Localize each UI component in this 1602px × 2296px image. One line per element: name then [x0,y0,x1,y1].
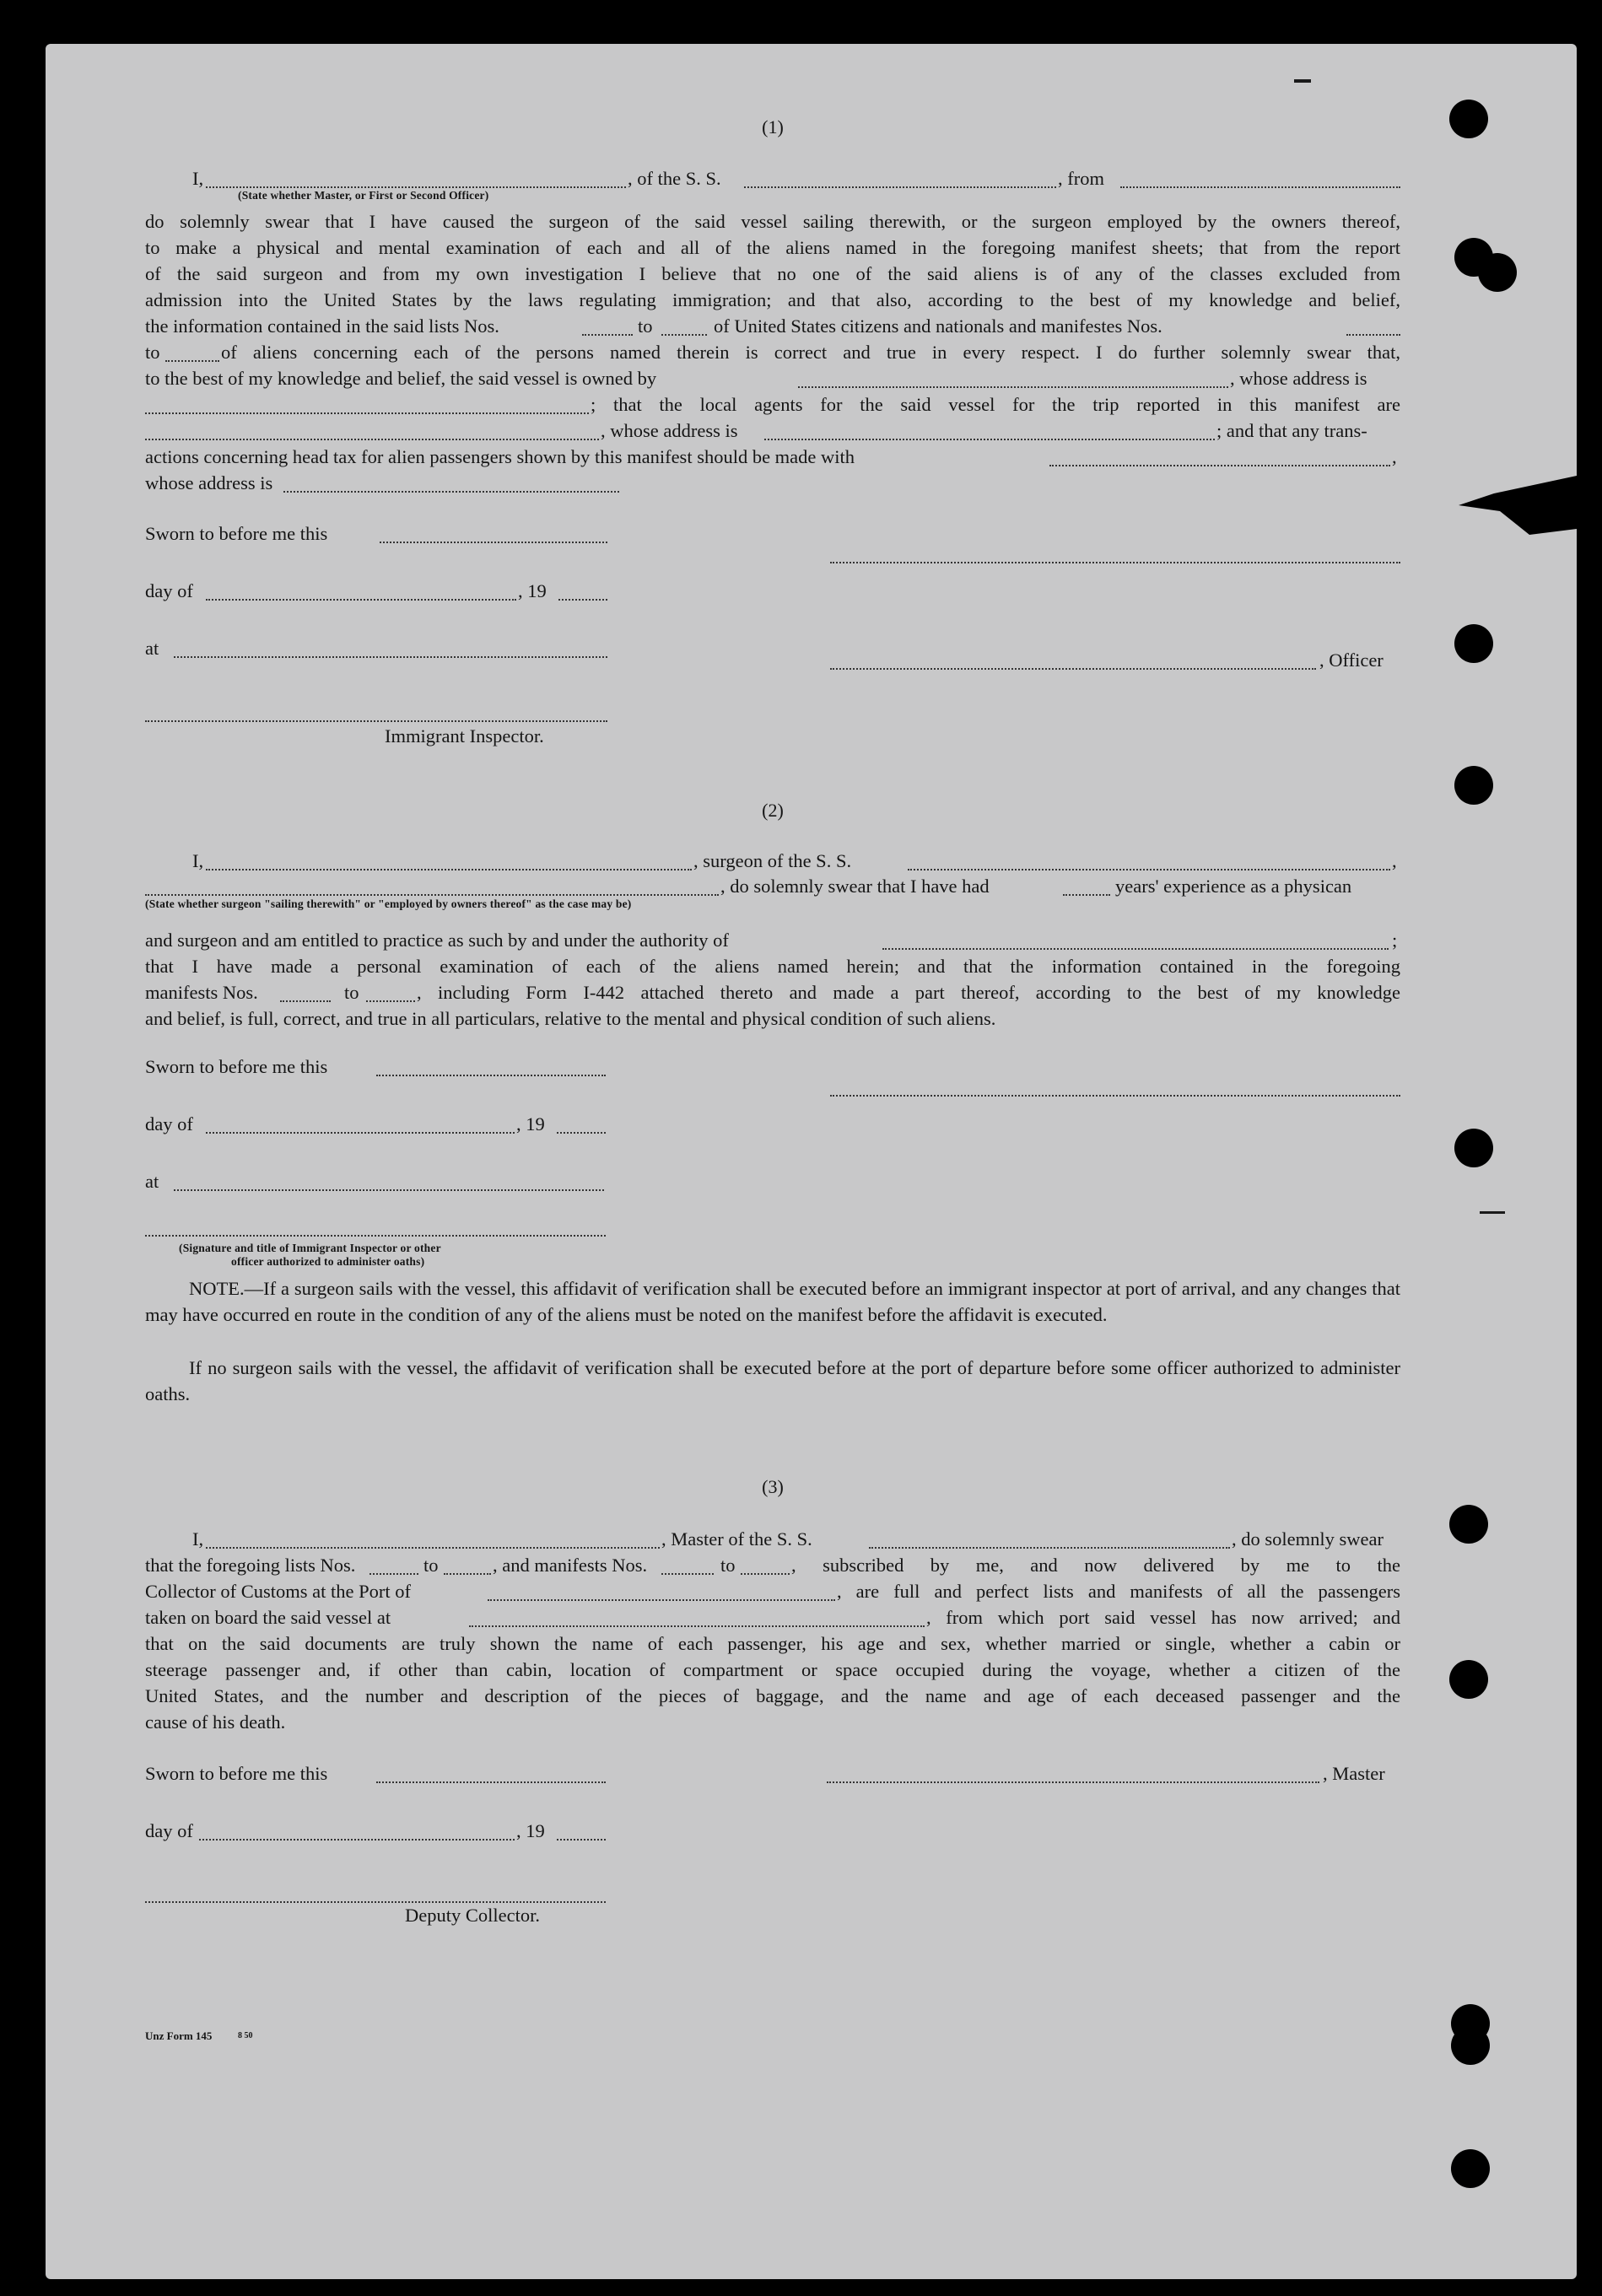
at-place-field[interactable] [174,1188,604,1191]
note-paragraph: If no surgeon sails with the vessel, the affidavit of verification shall be executed before at the port of departure before some officer authorized to administer oaths. [145,1357,1400,1404]
edge-mark [1480,1211,1505,1214]
sworn-date-field[interactable] [376,1780,606,1783]
manifests-to-field[interactable] [366,999,415,1002]
manifests-to-field[interactable] [165,358,219,362]
owner-address-field[interactable] [145,411,589,414]
body-line: and surgeon and am entitled to practice as such by and under the authority of ; [145,930,1398,951]
body-line: to of aliens concerning each of the persons named therein is correct and true in every respect. I do further solemnly swear that, [145,342,1400,363]
opening-text: I, [192,168,204,189]
of-ss-text: , of the S. S. [628,168,721,189]
body-line: that the foregoing lists Nos. to , and manifests Nos. to , subscribed by me, and now delivered by me to the [145,1555,1400,1576]
body-line: steerage passenger and, if other than cabin, location of compartment or space occupied during the voyage, whether a citizen of the [145,1659,1400,1680]
signature-hint: officer authorized to administer oaths) [231,1255,425,1268]
officer-signature-field[interactable] [830,560,1400,563]
punch-hole [1454,766,1493,805]
authority-field[interactable] [882,946,1389,950]
master-signature-field[interactable] [827,1780,1319,1783]
form-id: Unz Form 145 [145,2029,213,2042]
body-line: taken on board the said vessel at , from which port said vessel has now arrived; and [145,1607,1400,1628]
lists-to-field[interactable] [661,332,707,336]
body-line: actions concerning head tax for alien passengers shown by this manifest should be made with , [145,446,1397,467]
sworn-line: Sworn to before me this [145,521,1400,547]
manifests-from-field[interactable] [1346,332,1400,336]
day-line: day of , 19 [145,579,1400,604]
sworn-date-field[interactable] [376,1073,606,1076]
officer-line: , Officer [145,648,1400,673]
body-line: United States, and the number and description of the pieces of baggage, and the name and age of each deceased passenger and the [145,1685,1400,1706]
sworn-date-field[interactable] [380,540,607,543]
section-2-opening-line: I, , surgeon of the S. S. , [192,850,1397,871]
inspector-label: Immigrant Inspector. [385,725,544,746]
year-field[interactable] [558,597,607,601]
body-line: that I have made a personal examination of each of the aliens named herein; and that the information contained in the foregoing [145,956,1400,977]
body-line: manifests Nos. to , including Form I-442 attached thereto and made a part thereof, according to the best of my knowledge [145,982,1400,1003]
day-field[interactable] [199,1837,515,1841]
punch-hole [1449,100,1488,138]
day-line: day of , 19 [145,1112,1400,1137]
agents-field[interactable] [145,437,599,440]
body-line: whose address is [145,471,1400,496]
vessel-name-field[interactable] [744,185,1056,188]
day-field[interactable] [206,1130,515,1134]
at-line: at [145,1169,1400,1194]
agents-address-field[interactable] [764,437,1215,440]
body-line: that on the said documents are truly shown the name of each passenger, his age and sex, whether married or single, whether a cabin or [145,1633,1400,1654]
surgeon-signature-field[interactable] [830,1093,1400,1097]
officer-name-field[interactable] [206,185,626,188]
signature-hint: (Signature and title of Immigrant Inspector or other [179,1242,441,1254]
section-2-number: (2) [762,800,784,821]
form-code: 8 50 [238,2031,253,2040]
boarding-port-field[interactable] [469,1624,925,1627]
punch-hole [1478,253,1517,292]
surgeon-status-field[interactable] [145,892,719,896]
body-line: to make a physical and mental examination of each and all of the aliens named in the foregoing manifest sheets; that from the report [145,237,1400,258]
deputy-label: Deputy Collector. [405,1905,540,1926]
body-line: ; that the local agents for the said vessel for the trip reported in this manifest are [145,392,1400,418]
body-line: admission into the United States by the laws regulating immigration; and that also, according to the best of my knowledge and belief, [145,289,1400,310]
punch-hole [1451,2149,1490,2188]
lists-to-field[interactable] [444,1571,491,1575]
body-line: of the said surgeon and from my own investigation I believe that no one of the said aliens is of any of the classes excluded from [145,263,1400,284]
master-vessel-field[interactable] [869,1545,1230,1549]
inspector-signature-field[interactable] [145,1233,606,1237]
note-paragraph: NOTE.—If a surgeon sails with the vessel, this affidavit of verification shall be executed before an immigrant inspector at port of arrival, and any changes that may have occurred en route in the condition of any of the aliens must be noted on the manifest before the affidavit is executed. [145,1278,1400,1325]
body-line: do solemnly swear that I have caused the surgeon of the said vessel sailing therewith, or the surgeon employed by the owners thereof, [145,211,1400,232]
body-line: and belief, is full, correct, and true in all particulars, relative to the mental and physical condition of such aliens. [145,1008,996,1029]
lists-from-field[interactable] [582,332,633,336]
section-3-opening-line: I, , Master of the S. S. , do solemnly swear [192,1528,1384,1550]
body-line: the information contained in the said lists Nos. to of United States citizens and nationals and manifestes Nos. [145,314,1400,339]
port-field[interactable] [488,1598,835,1601]
surgeon-hint: (State whether surgeon "sailing therewith" or "employed by owners thereof" as the case may be) [145,897,632,910]
punch-hole [1454,1129,1493,1167]
sworn-line: Sworn to before me this [145,1054,1400,1080]
day-field[interactable] [206,597,516,601]
section-1-opening-line [145,166,1400,191]
head-tax-address-field[interactable] [283,489,619,493]
master-name-field[interactable] [206,1545,660,1549]
sworn-line: Sworn to before me this , Master [145,1763,1385,1784]
body-line: to the best of my knowledge and belief, the said vessel is owned by , whose address is [145,368,1367,389]
body-line: Collector of Customs at the Port of , are full and perfect lists and manifests of all the passengers [145,1581,1400,1602]
year-field[interactable] [557,1837,606,1841]
punch-hole [1451,2026,1490,2065]
owner-field[interactable] [798,385,1228,388]
at-line: at [145,636,1400,661]
year-field[interactable] [557,1130,606,1134]
paper-tear [1459,476,1577,535]
form-sheet [46,44,1577,2279]
punch-hole [1454,624,1493,663]
body-line: , whose address is ; and that any trans- [145,418,1400,444]
punch-hole [1449,1505,1488,1544]
officer-hint: (State whether Master, or First or Second Officer) [238,189,489,202]
manifests-from-field[interactable] [280,999,331,1002]
from-port-field[interactable] [1120,185,1400,188]
edge-mark [1294,79,1311,83]
section-3-number: (3) [762,1476,784,1497]
years-field[interactable] [1063,892,1110,896]
section-1-number: (1) [762,116,784,137]
from-text: , from [1058,168,1104,189]
day-line: day of , 19 [145,1819,1400,1844]
surgeon-name-field[interactable] [206,867,692,870]
swear-line: , do solemnly swear that I have had years' experience as a physican [145,874,1400,899]
head-tax-field[interactable] [1049,463,1390,466]
manifests-from-field[interactable] [661,1571,714,1575]
body-line: cause of his death. [145,1711,286,1733]
lists-from-field[interactable] [369,1571,418,1575]
manifests-to-field[interactable] [741,1571,790,1575]
surgeon-vessel-field[interactable] [908,867,1390,870]
inspector-signature-field[interactable] [145,719,607,722]
officer-title-field[interactable] [830,666,1316,670]
punch-hole [1449,1660,1488,1699]
